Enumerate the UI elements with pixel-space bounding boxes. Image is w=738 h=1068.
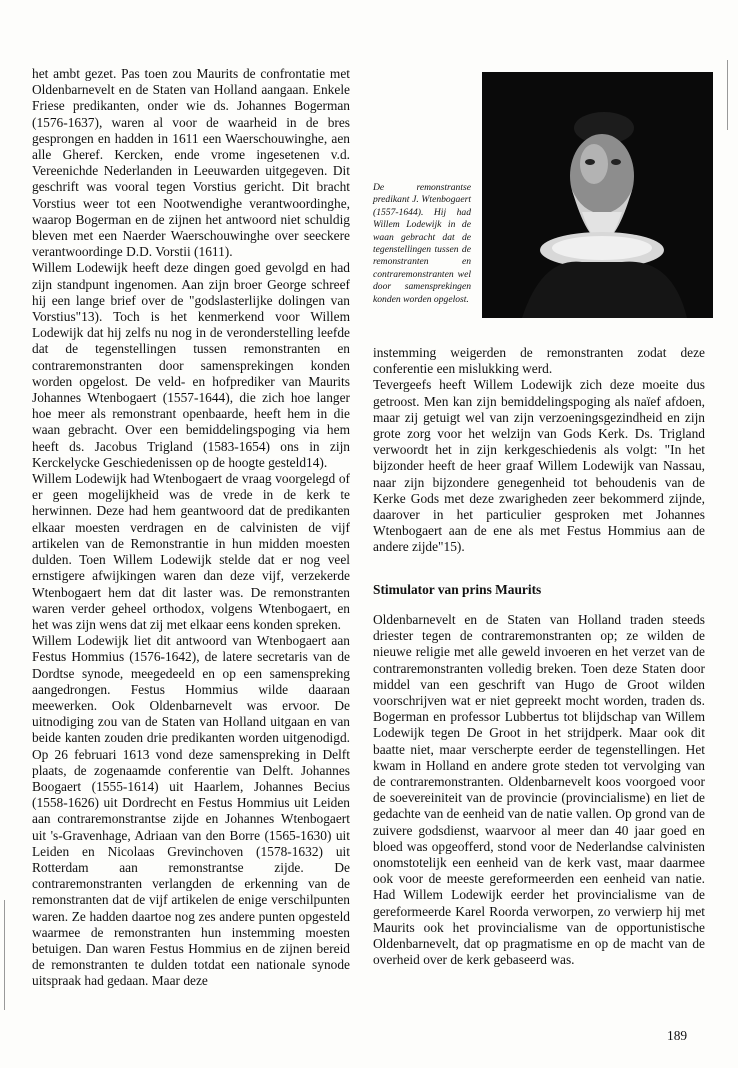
scan-edge-mark: [727, 60, 728, 130]
paragraph: Willem Lodewijk heeft deze dingen goed gevolgd en had zijn standpunt ingenomen. Aan zijn broer George schreef hij een lange brief over de "godslasterlijke dolingen van Vorstius"13). Toch is het kenmerkend voor Willem Lodewijk dat hij zelfs nu nog in de veronderstelling leefde dat de tegenstellingen tussen remonstranten en contraremonstranten door samensprekingen konden worden opgelost. De veld- en hofprediker van Maurits Johannes Wtenbogaert (1557-1644), die zich hoe langer hoe meer als remonstrant openbaarde, heeft hem in die waan gebracht. Over een bemiddelingspoging via hem heeft ds. Jacobus Trigland (1583-1654) ons in zijn Kerckelycke Geschiedenissen op de hoogte gesteld14).: [32, 260, 350, 470]
paragraph: instemming weigerden de remonstranten zodat deze conferentie een mislukking werd.: [373, 345, 705, 377]
portrait-image: [482, 72, 713, 318]
paragraph: het ambt gezet. Pas toen zou Maurits de confrontatie met Oldenbarnevelt en de Staten van Holland aangaan. Enkele Friese predikanten, onder wie ds. Johannes Bogerman (1576-1637), waren al voor de waarheid in de bres gesprongen en hadden in 1611 een Waerschouwinghe, aen alle Gheref. Kercken, ende vrome ingesetenen v.d. Vereenichde Nederlanden in Leeuwarden uitgegeven. Dit geschrift was vooral tegen Vorstius gericht. Dit bracht Vorstius weer tot een Nootwendighe verantwoordinghe, waarop Bogerman en de zijnen het antwoord niet schuldig bleven met een Naerder Waerschouwinghe over seeckere verantwoordinge D.D. Vorstii (1611).: [32, 66, 350, 260]
paragraph: Willem Lodewijk liet dit antwoord van Wtenbogaert aan Festus Hommius (1576-1642), de latere secretaris van de Dordtse synode, meegedeeld en op een samenspreking aangedrongen. Festus Hommius wilde daaraan meewerken. Ook Oldenbarnevelt was ervoor. De uitnodiging zou van de Staten van Holland uitgaan en van beide kanten zouden drie predikanten worden uitgenodigd. Op 26 februari 1613 vond deze samenspreking in Delft plaats, de zogenaamde conferentie van Delft. Johannes Boogaert (1555-1614) uit Haarlem, Johannes Becius (1558-1626) uit Dordrecht en Festus Hommius uit Leiden aan contraremonstrantse zijde en Johannes Wtenbogaert uit 's-Gravenhage, Adriaan van den Borre (1565-1630) uit Leiden en Nicolaas Grevinchoven (1578-1632) uit Rotterdam aan remonstrantse zijde. De contraremonstranten verlangden de erkenning van de remonstranten dat de vijf artikelen de enige verschilpunten waren. Ze hadden daartoe nog zes andere punten opgesteld waarmee de remonstranten hun instemming moesten betuigen. Dan waren Festus Hommius en de zijnen bereid de remonstranten te dulden totdat een nationale synode uitspraak had gedaan. Maar deze: [32, 633, 350, 989]
page-number: 189: [667, 1028, 688, 1043]
paragraph: Willem Lodewijk had Wtenbogaert de vraag voorgelegd of er geen mogelijkheid was de vrede in de kerk te herwinnen. Deze had hem geantwoord dat de predikanten elkaar moesten verdragen en de calvinisten de vijf artikelen van de Remonstrantie in hun midden moesten dulden. Toen Willem Lodewijk stelde dat er nog veel ernstigere afwijkingen waren dan deze vijf, verzekerde Wtenbogaert hem dat dit laster was. De remonstranten waren verder geheel orthodox, volgens Wtenbogaert, en het was zijn wens dat zij met elkaar eens konden spreken.: [32, 471, 350, 632]
figure-caption: De remonstrantse predikant J. Wtenbogaert (1557-1644). Hij had Willem Lodewijk in de waan gebracht dat de tegenstellingen tussen de remonstranten en contraremonstranten wel door samensprekingen konden worden opgelost.: [373, 182, 471, 305]
right-column-section: [373, 612, 705, 968]
left-column: [32, 66, 350, 990]
section-heading: Stimulator van prins Maurits: [373, 582, 542, 597]
paragraph: Oldenbarnevelt en de Staten van Holland traden steeds driester tegen de contraremonstranten op; ze wilden de nieuwe religie met alle geweld invoeren en het verzet van de contraremonstranten volledig breken. Toen deze Staten door middel van een geschrift van Hugo de Groot wilden voorschrijven wat er niet gepreekt mocht worden, traden ds. Bogerman en professor Lubbertus tot blijdschap van Willem Lodewijk tegen De Groot in het strijdperk. Maar ook dit baatte niet, maar verscherpte eerder de tegenstellingen. Het kwam in Holland en andere grote steden tot vervolging van de contraremonstranten. Oldenbarnevelt koos voorgoed voor de soevereiniteit van de provincie (provincialisme) en liet de gedachte van de eenheid van de natie vallen. Op grond van de zuivere godsdienst, waarvoor al meer dan 40 jaar goed en bloed was opgeofferd, stond voor de Nederlandse calvinisten onomstotelijk een eenheid van de kerk vast, maar daarmee ook voor de meeste gereformeerden een eenheid van natie. Had Willem Lodewijk eerder het provincialisme van de gereformeerde Karel Roorda verworpen, zo verwierp hij met Maurits ook het provincialisme van de opportunistische Oldenbarnevelt, dat op pragmatisme en op de macht van de overheid over de kerk gebaseerd was.: [373, 612, 705, 968]
portrait-drawing: [482, 72, 713, 318]
scan-edge-mark: [4, 900, 5, 1010]
paragraph: Tevergeefs heeft Willem Lodewijk zich deze moeite dus getroost. Men kan zijn bemiddelingspoging als naïef afdoen, maar zij getuigt wel van zijn verzoeningsgezindheid en zijn grote zorg voor het welzijn van Gods Kerk. Ds. Trigland verwoordt het in zijn kerkgeschiedenis als volgt: "In het bijzonder heeft de heer graaf Willem Lodewijk van Nassau, naar zijn bijzondere genegenheid tot behoudenis van de Kerke Gods met deze zwarigheden zeer bekommerd zijnde, daarover in het particulier gesproken met Johannes Wtenbogaert aan de ene als met Festus Hommius aan de andere zijde"15).: [373, 377, 705, 555]
right-column-top: [373, 345, 705, 556]
